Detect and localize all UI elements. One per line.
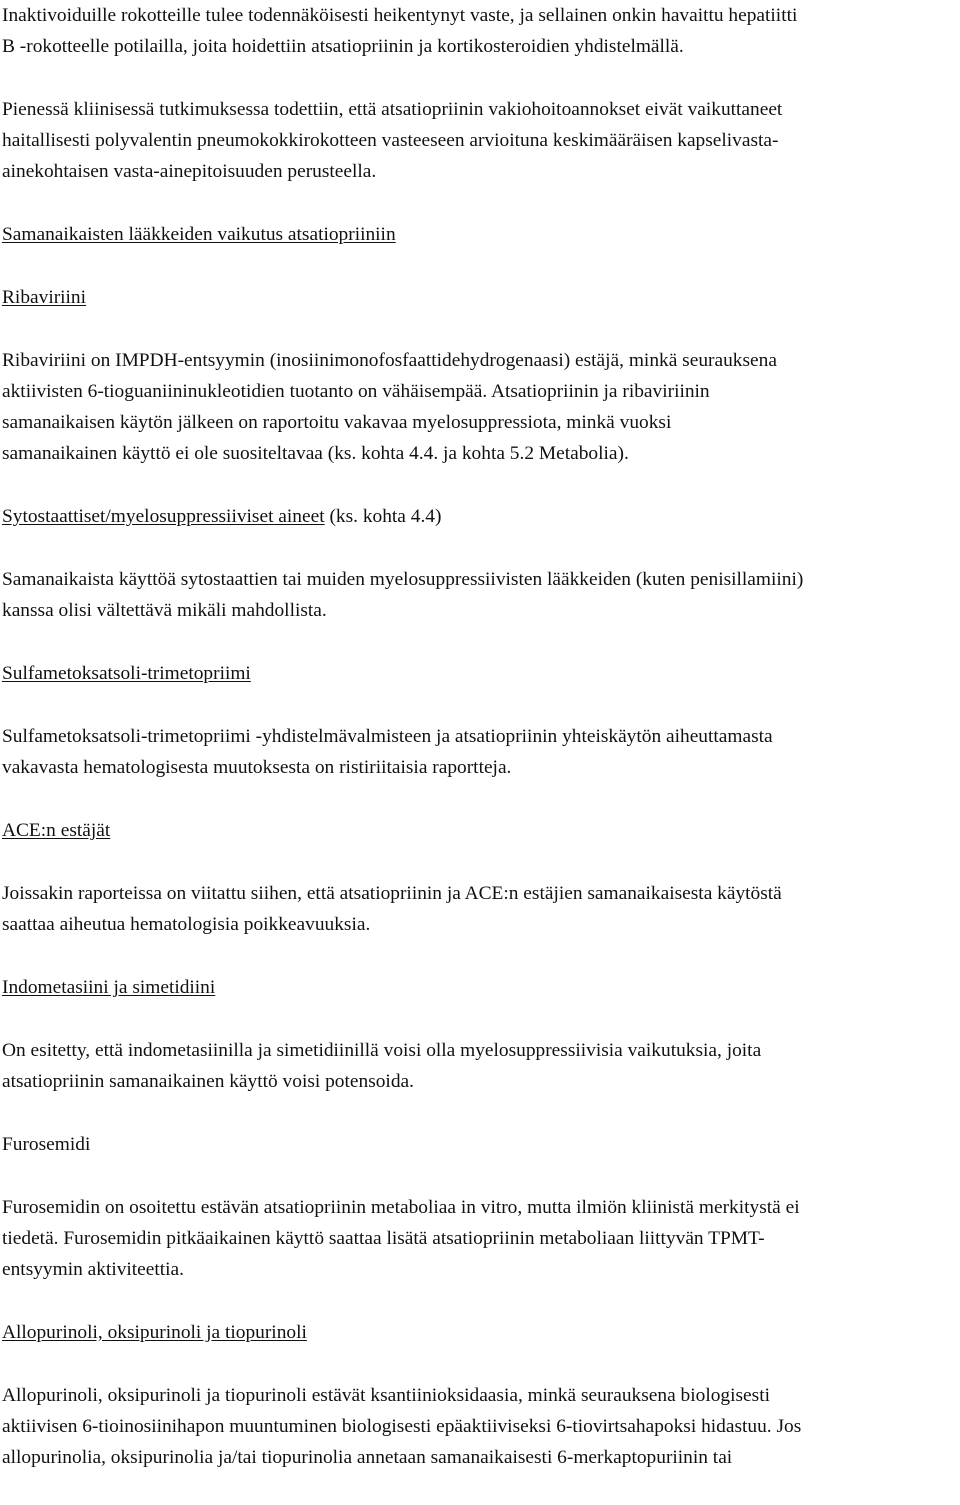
- paragraph-allopurinol: Allopurinoli, oksipurinoli ja tiopurinoli estävät ksantiinioksidaasia, minkä seurauksena biologisesti aktiivisen 6-tioinosiinihapon muuntuminen biologisesti epäaktiiviseksi 6-tiovirtsahapoksi hidastuu. Jos allopurinolia, oksipurinolia ja/tai tiopurinolia annetaan samanaikaisesti 6-merkaptopuriinin tai: [2, 1385, 802, 1468]
- document-page: [2, 0, 958, 1505]
- subheading-indomethacin: [2, 972, 958, 1003]
- paragraph-sulfamethoxazole: Sulfametoksatsoli-trimetopriimi -yhdistelmävalmisteen ja atsatiopriinin yhteiskäytön aiheuttamasta vakavasta hematologisesta muutoksesta on ristiriitaisia raportteja.: [2, 726, 773, 778]
- heading-text: Ribaviriini: [2, 287, 87, 308]
- paragraph-pneumococcal-study: Pienessä kliinisessä tutkimuksessa todettiin, että atsatiopriinin vakiohoitoannokset eivät vaikuttaneet haitallisesti polyvalentin pneumokokkirokotteen vasteeseen arvioituna keskimääräisen kapselivasta- ainekohtaisen vasta-ainepitoisuuden perusteella.: [2, 99, 783, 182]
- paragraph-cytostatics: Samanaikaista käyttöä sytostaattien tai muiden myelosuppressiivisten lääkkeiden (kuten penisillamiini) kanssa olisi vältettävä mikäli mahdollista.: [2, 569, 804, 621]
- heading-reference: (ks. kohta 4.4): [324, 506, 442, 527]
- subheading-cytostatics: [2, 501, 958, 532]
- heading-text: Furosemidi: [2, 1134, 91, 1155]
- heading-text: Indometasiini ja simetidiini: [2, 977, 216, 998]
- paragraph-furosemide: Furosemidin on osoitettu estävän atsatiopriinin metaboliaa in vitro, mutta ilmiön kliinistä merkitystä ei tiedetä. Furosemidin pitkäaikainen käyttö saattaa lisätä atsatiopriinin metaboliaan liittyvän TPMT- entsyymin aktiviteettia.: [2, 1197, 800, 1280]
- heading-text: Sulfametoksatsoli-trimetopriimi: [2, 663, 251, 684]
- subheading-ribavirin: [2, 282, 958, 313]
- paragraph-indomethacin: On esitetty, että indometasiinilla ja simetidiinillä voisi olla myelosuppressiivisia vaikutuksia, joita atsatiopriinin samanaikainen käyttö voisi potensoida.: [2, 1040, 762, 1092]
- paragraph-ribavirin: Ribaviriini on IMPDH-entsyymin (inosiinimonofosfaattidehydrogenaasi) estäjä, minkä seurauksena aktiivisten 6-tioguaniininukleotidien tuotanto on vähäisempää. Atsatiopriinin ja ribaviriinin samanaikaisen käytön jälkeen on raportoitu vakavaa myelosuppressiota, minkä vuoksi samanaikainen käyttö ei ole suositeltavaa (ks. kohta 4.4. ja kohta 5.2 Metabolia).: [2, 350, 777, 464]
- heading-text: Allopurinoli, oksipurinoli ja tiopurinoli: [2, 1322, 307, 1343]
- subheading-furosemide: [2, 1129, 958, 1160]
- section-heading-drug-interactions: [2, 219, 958, 250]
- subheading-sulfamethoxazole: [2, 658, 958, 689]
- heading-text: ACE:n estäjät: [2, 820, 111, 841]
- subheading-allopurinol: [2, 1317, 958, 1348]
- heading-text: Sytostaattiset/myelosuppressiiviset aineet: [2, 506, 325, 527]
- paragraph-inactivated-vaccines: Inaktivoiduille rokotteille tulee todennäköisesti heikentynyt vaste, ja sellainen onkin havaittu hepatiitti B -rokotteelle potilailla, joita hoidettiin atsatiopriinin ja kortikosteroidien yhdistelmällä.: [2, 5, 798, 57]
- heading-text: Samanaikaisten lääkkeiden vaikutus atsatiopriiniin: [2, 224, 396, 245]
- paragraph-ace-inhibitors: Joissakin raporteissa on viitattu siihen, että atsatiopriinin ja ACE:n estäjien samanaikaisesta käytöstä saattaa aiheutua hematologisia poikkeavuuksia.: [2, 883, 782, 935]
- subheading-ace-inhibitors: [2, 815, 958, 846]
